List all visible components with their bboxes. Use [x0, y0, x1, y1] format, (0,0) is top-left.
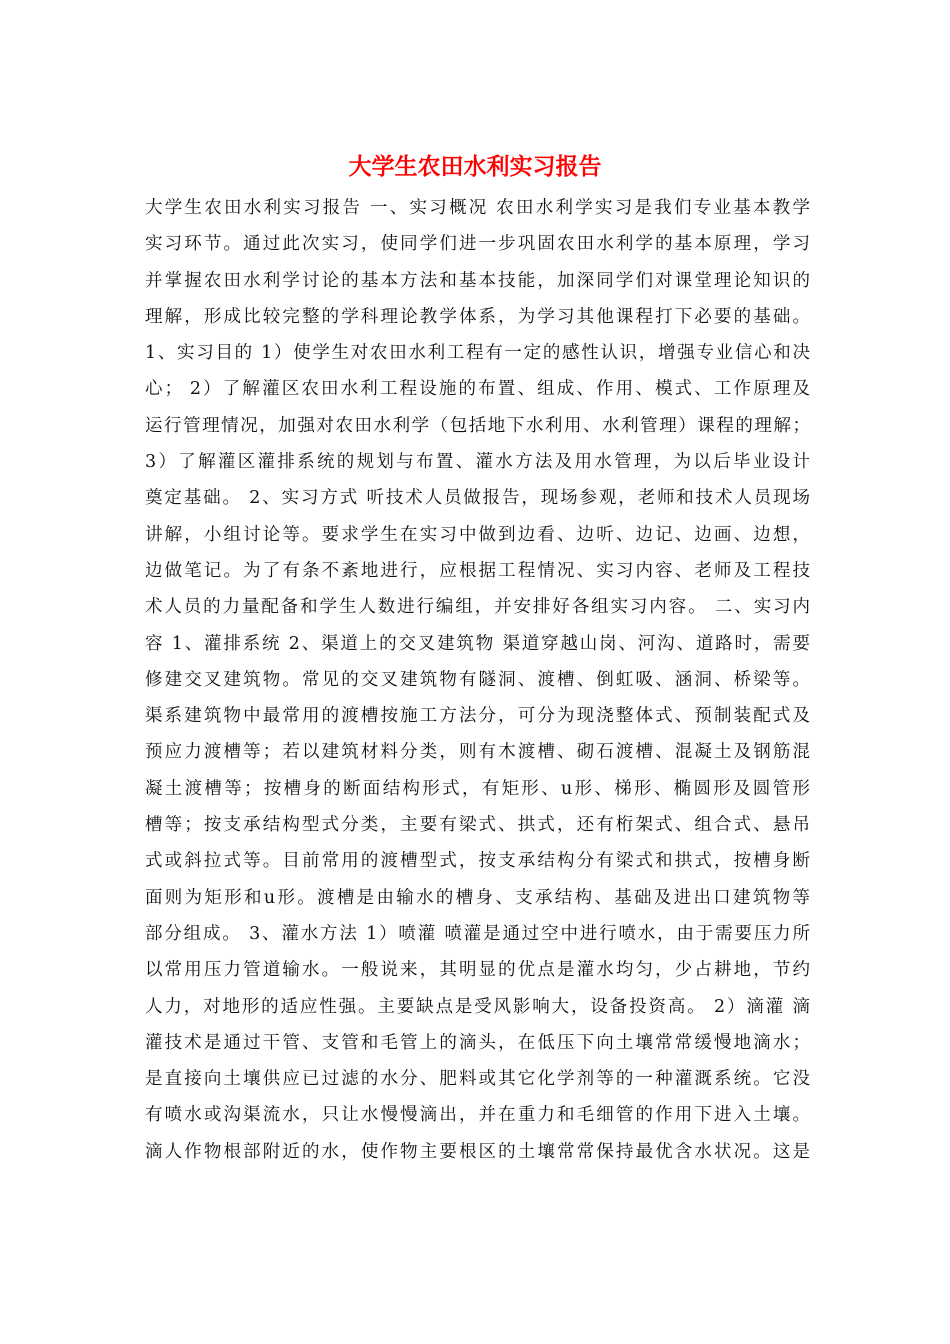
- body-line-20: 面则为矩形和u形。渡槽是由输水的槽身、支承结构、基础及进出口建筑物等: [145, 887, 810, 908]
- body-line-9: 奠定基础。 2、实习方式 听技术人员做报告，现场参观，老师和技术人员现场: [145, 488, 810, 509]
- body-line-24: 灌技术是通过干管、支管和毛管上的滴头，在低压下向土壤常常缓慢地滴水；: [145, 1032, 810, 1053]
- body-line-17: 凝土渡槽等；按槽身的断面结构形式，有矩形、u形、梯形、椭圆形及圆管形: [145, 778, 810, 799]
- body-line-3: 并掌握农田水利学讨论的基本方法和基本技能，加深同学们对课堂理论知识的: [145, 270, 810, 291]
- body-line-2: 实习环节。通过此次实习，使同学们进一步巩固农田水利学的基本原理，学习: [145, 234, 810, 255]
- body-line-10: 讲解，小组讨论等。要求学生在实习中做到边看、边听、边记、边画、边想，: [145, 524, 810, 545]
- body-line-18: 槽等；按支承结构型式分类，主要有梁式、拱式，还有桁架式、组合式、悬吊: [145, 815, 810, 836]
- document-body: [145, 190, 810, 1170]
- body-line-13: 容 1、灌排系统 2、渠道上的交叉建筑物 渠道穿越山岗、河沟、道路时，需要: [145, 633, 810, 654]
- document-title: 大学生农田水利实习报告: [348, 154, 602, 180]
- body-line-8: 3）了解灌区灌排系统的规划与布置、灌水方法及用水管理，为以后毕业设计: [145, 452, 810, 473]
- body-line-26: 有喷水或沟渠流水，只让水慢慢滴出，并在重力和毛细管的作用下进入土壤。: [145, 1105, 810, 1126]
- body-line-4: 理解，形成比较完整的学科理论教学体系，为学习其他课程打下必要的基础。: [145, 306, 810, 327]
- body-line-19: 式或斜拉式等。目前常用的渡槽型式，按支承结构分有梁式和拱式，按槽身断: [145, 851, 810, 872]
- body-line-1: 大学生农田水利实习报告 一、实习概况 农田水利学实习是我们专业基本教学: [145, 198, 810, 218]
- body-line-21: 部分组成。 3、灌水方法 1）喷灌 喷灌是通过空中进行喷水，由于需要压力所: [145, 923, 810, 944]
- body-line-14: 修建交叉建筑物。常见的交叉建筑物有隧洞、渡槽、倒虹吸、涵洞、桥梁等。: [145, 669, 810, 690]
- body-line-12: 术人员的力量配备和学生人数进行编组，并安排好各组实习内容。 二、实习内: [145, 597, 810, 618]
- body-line-6: 心； 2）了解灌区农田水利工程设施的布置、组成、作用、模式、工作原理及: [145, 379, 810, 400]
- body-line-7: 运行管理情况，加强对农田水利学（包括地下水利用、水利管理）课程的理解；: [145, 415, 810, 436]
- body-line-25: 是直接向土壤供应已过滤的水分、肥料或其它化学剂等的一种灌溉系统。它没: [145, 1069, 810, 1090]
- body-line-16: 预应力渡槽等；若以建筑材料分类，则有木渡槽、砌石渡槽、混凝土及钢筋混: [145, 742, 810, 763]
- body-line-11: 边做笔记。为了有条不紊地进行，应根据工程情况、实习内容、老师及工程技: [145, 560, 810, 581]
- body-line-15: 渠系建筑物中最常用的渡槽按施工方法分，可分为现浇整体式、预制装配式及: [145, 706, 810, 727]
- body-line-22: 以常用压力管道输水。一般说来，其明显的优点是灌水均匀，少占耕地，节约: [145, 960, 810, 981]
- body-line-27: 滴人作物根部附近的水，使作物主要根区的土壤常常保持最优含水状况。这是: [145, 1141, 810, 1162]
- body-line-23: 人力，对地形的适应性强。主要缺点是受风影响大，设备投资高。 2）滴灌 滴: [145, 996, 810, 1017]
- body-line-5: 1、实习目的 1）使学生对农田水利工程有一定的感性认识，增强专业信心和决: [145, 343, 810, 364]
